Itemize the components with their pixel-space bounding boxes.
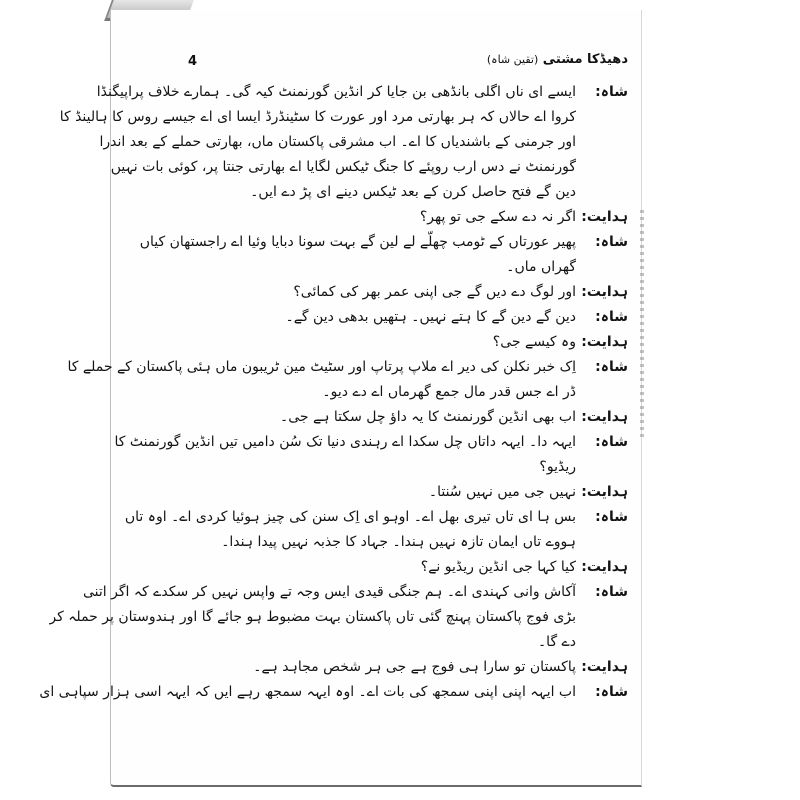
speech-text xyxy=(182,655,576,680)
speech-line: اور جرمنی کے باشندیاں کا اے۔ اب مشرقی پاکستان ماں، بھارتی حملے کے بعد اندرا xyxy=(99,134,576,150)
dialogue-turn xyxy=(182,405,628,430)
speaker-label: ہدایت: xyxy=(581,659,628,675)
speaker-label: ہدایت: xyxy=(581,284,628,300)
speech-line: کیا کہا جی انڈین ریڈیو نے؟ xyxy=(420,559,576,575)
speech-text xyxy=(68,355,576,405)
dialogue-turn xyxy=(182,330,628,355)
speech-line: اور لوگ دے دیں گے جی اپنی عمر بھر کی کمائی؟ xyxy=(293,284,576,300)
speech-line: دے گا۔ xyxy=(537,634,576,650)
speech-line: ایسے ای ناں اگلی بانڈھی بن جایا کر انڈین گورنمنٹ کیہ گی۔ ہمارے خلاف پراپیگنڈا xyxy=(96,84,576,100)
speaker-label: شاہ: xyxy=(595,359,628,375)
speaker-label: ہدایت: xyxy=(581,484,628,500)
dialogue-turn xyxy=(182,205,628,230)
speech-line: بس ہا ای تاں تیری بھل اے۔ اوہو ای اِک سنن کی چیز ہوئیا کردی اے۔ اوہ تاں xyxy=(124,509,576,525)
speech-text xyxy=(39,680,576,705)
speech-text xyxy=(60,80,576,205)
speech-line: دین گے دین گے کا ہتے نہیں۔ ہتھیں بدھی دین گے۔ xyxy=(285,309,576,325)
dialogue-body xyxy=(39,80,628,705)
speech-line: اب بھی انڈین گورنمنٹ کا یہ داؤ چل سکتا ہے جی۔ xyxy=(280,409,576,425)
speech-line: دین گے فتح حاصل کرن کے بعد ٹیکس دینے ای پڑ دے ایں۔ xyxy=(250,184,576,200)
running-title-main: دھیڈکا مشتی xyxy=(542,52,628,67)
speech-line: کروا اے حالاں کہ ہر بھارتی مرد اور عورت کا سٹینڈرڈ ایسا ای اے جیسے روس کا ہالینڈ کا xyxy=(59,109,576,125)
dialogue-turn xyxy=(182,555,628,580)
speech-line: ریڈیو؟ xyxy=(539,459,576,475)
page-number: 4 xyxy=(188,54,198,69)
dialogue-turn xyxy=(49,580,628,655)
speech-line: پاکستان تو سارا ہی فوج ہے جی ہر شخص مجاہد ہے۔ xyxy=(253,659,576,675)
speech-text xyxy=(182,205,576,230)
dialogue-turn xyxy=(67,355,628,405)
speech-text xyxy=(182,405,576,430)
dialogue-turn xyxy=(182,480,628,505)
speaker-label: شاہ: xyxy=(595,684,628,700)
speaker-label: شاہ: xyxy=(595,234,628,250)
speech-text xyxy=(182,305,576,330)
speech-line: اِک خبر نکلن کی دیر اے ملاپ پرتاپ اور سٹیٹ مین ٹریبون ماں ہئی پاکستان کے حملے کا xyxy=(67,359,576,375)
speech-text xyxy=(114,430,576,480)
dialogue-turn xyxy=(39,680,628,705)
speaker-label: ہدایت: xyxy=(581,559,628,575)
speech-line: ڈر اے جس قدر مال جمع گھرماں اے دے دیو۔ xyxy=(322,384,576,400)
speech-line: ہووے تاں ایمان تازہ نہیں ہندا۔ جہاد کا جذبہ نہیں پیدا ہندا۔ xyxy=(221,534,576,550)
speech-text xyxy=(49,580,576,655)
speech-line: اگر نہ دے سکے جی تو پھر؟ xyxy=(419,209,576,225)
speech-line: وہ کیسے جی؟ xyxy=(492,334,576,350)
page-gutter-edge xyxy=(640,210,644,440)
speech-line: اب ایہہ اپنی اپنی سمجھ کی بات اے۔ اوہ ایہہ سمجھ رہے ایں کہ ایہہ اسی ہزار سپاہی ای xyxy=(39,684,576,700)
speaker-label: ہدایت: xyxy=(581,409,628,425)
speech-text xyxy=(182,480,576,505)
dialogue-turn xyxy=(59,80,628,205)
speaker-label: شاہ: xyxy=(595,84,628,100)
dialogue-turn xyxy=(139,230,628,280)
page-header xyxy=(188,52,628,74)
speech-text xyxy=(182,280,576,305)
speech-line: آکاش وانی کہندی اے۔ ہم جنگی قیدی ایس وجہ تے واپس نہیں کر سکدے کہ اگر اتنی xyxy=(82,584,576,600)
dialogue-turn xyxy=(182,305,628,330)
speech-text xyxy=(125,505,576,555)
speech-text xyxy=(140,230,576,280)
dialogue-turn xyxy=(182,280,628,305)
speaker-label: شاہ: xyxy=(595,584,628,600)
speech-text xyxy=(182,555,576,580)
speech-text xyxy=(182,330,576,355)
speech-line: بڑی فوج پاکستان پہنچ گئی تاں پاکستان بہت مضبوط ہو جائے گا اور ہندوستان پر حملہ کر xyxy=(49,609,576,625)
speech-line: نہیں جی میں نہیں سُنتا۔ xyxy=(428,484,576,500)
speaker-label: ہدایت: xyxy=(581,334,628,350)
speaker-label: شاہ: xyxy=(595,434,628,450)
speech-line: گھراں ماں۔ xyxy=(506,259,576,275)
speaker-label: ہدایت: xyxy=(581,209,628,225)
dialogue-turn xyxy=(114,430,628,480)
running-title xyxy=(487,52,628,67)
dialogue-turn xyxy=(182,655,628,680)
running-title-author: (تقین شاہ) xyxy=(486,53,539,66)
speech-line: ایہہ دا۔ ایہہ داتاں چل سکدا اے رہندی دنیا تک سُن دامیں تیں انڈین گورنمنٹ کا xyxy=(114,434,576,450)
speech-line: پھیر عورتاں کے ٹومب چھلّے لے لین گے بہت سونا دبایا وئیا اے راجستھان کیاں xyxy=(139,234,576,250)
dialogue-turn xyxy=(124,505,628,555)
speaker-label: شاہ: xyxy=(595,509,628,525)
speaker-label: شاہ: xyxy=(595,309,628,325)
speech-line: گورنمنٹ نے دس ارب روپئے کا جنگ ٹیکس لگایا اے بھارتی جنتا پر، کوئی بات نہیں xyxy=(110,159,576,175)
